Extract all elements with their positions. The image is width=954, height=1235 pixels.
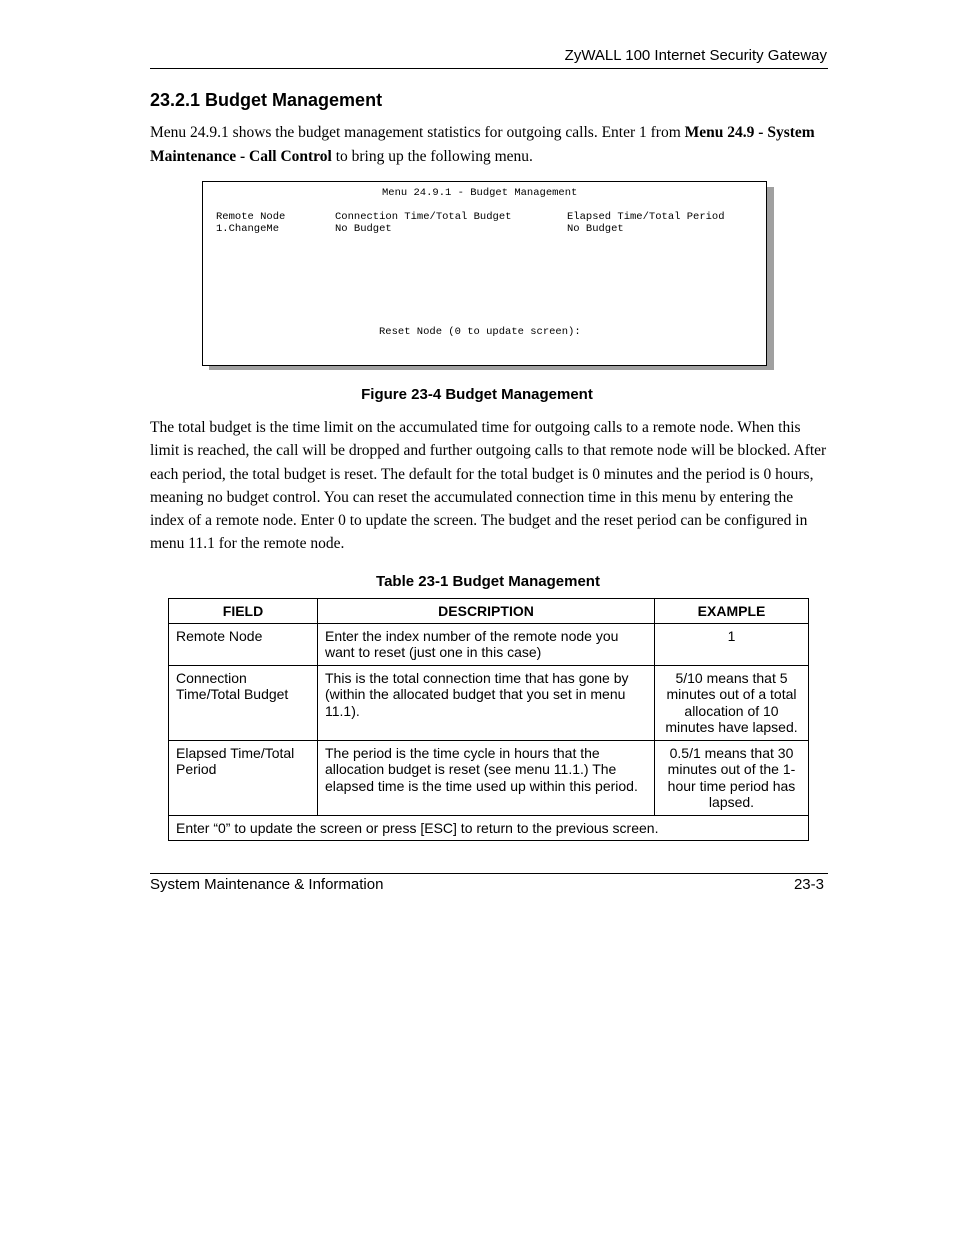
terminal-title: Menu 24.9.1 - Budget Management <box>382 187 578 199</box>
row-example: 1 <box>655 623 809 665</box>
page-footer <box>150 873 828 898</box>
header-field: FIELD <box>169 599 318 624</box>
page-header <box>150 47 828 69</box>
header-title: ZyWALL 100 Internet Security Gateway <box>564 47 827 64</box>
section-heading: 23.2.1 Budget Management <box>150 90 383 110</box>
intro-bold-menu: Menu 24.9 - System Maintenance - Call Control <box>150 124 815 165</box>
terminal-row-node: 1.ChangeMe <box>216 223 280 235</box>
footer-page-number: 23-3 <box>793 876 824 893</box>
row-description: Enter the index number of the remote node you want to reset (just one in this case) <box>318 623 655 665</box>
row-field: Connection Time/Total Budget <box>169 665 318 740</box>
intro-text-2: to bring up the following menu. <box>331 148 533 165</box>
table-footer-note: Enter “0” to update the screen or press [ESC] to return to the previous screen. <box>169 815 809 841</box>
terminal-col-remote-node: Remote Node <box>216 211 286 223</box>
terminal-row-budget: No Budget <box>335 223 392 235</box>
table-footer-row <box>169 815 809 841</box>
row-description: This is the total connection time that has gone by (within the allocated budget that you set in menu 11.1). <box>318 665 655 740</box>
row-description: The period is the time cycle in hours that the allocation budget is reset (see menu 11.1.) The elapsed time is the time used up within this period. <box>318 740 655 815</box>
terminal-row-period: No Budget <box>567 223 624 235</box>
footer-left: System Maintenance & Information <box>150 876 384 893</box>
row-example: 5/10 means that 5 minutes out of a total allocation of 10 minutes have lapsed. <box>655 665 809 740</box>
table-header-row <box>169 599 809 624</box>
budget-management-table <box>168 598 809 841</box>
body-paragraph: The total budget is the time limit on the accumulated time for outgoing calls to a remote node. When this limit is reached, the call will be dropped and further outgoing calls to that remote node will be blocked. After each period, the total budget is reset. The default for the total budget is 0 minutes and the period is 0 hours, meaning no budget control. You can reset the accumulated connection time in this menu by entering the index of a remote node. Enter 0 to update the screen. The budget and the reset period can be configured in menu 11.1 for the remote node. <box>150 419 827 553</box>
figure-caption: Figure 23-4 Budget Management <box>361 386 593 403</box>
header-example: EXAMPLE <box>655 599 809 624</box>
row-field: Remote Node <box>169 623 318 665</box>
row-example: 0.5/1 means that 30 minutes out of the 1-hour time period has lapsed. <box>655 740 809 815</box>
terminal-screen <box>202 181 767 366</box>
table-row <box>169 665 809 740</box>
row-field: Elapsed Time/Total Period <box>169 740 318 815</box>
intro-paragraph <box>150 121 830 169</box>
table-row <box>169 623 809 665</box>
terminal-col-connection-time: Connection Time/Total Budget <box>335 211 512 223</box>
table-caption: Table 23-1 Budget Management <box>376 573 600 590</box>
terminal-prompt[interactable]: Reset Node (0 to update screen): <box>379 326 581 338</box>
intro-text-1: Menu 24.9.1 shows the budget management statistics for outgoing calls. Enter 1 from <box>150 124 685 141</box>
table-row <box>169 740 809 815</box>
terminal-col-elapsed-time: Elapsed Time/Total Period <box>567 211 725 223</box>
header-description: DESCRIPTION <box>318 599 655 624</box>
